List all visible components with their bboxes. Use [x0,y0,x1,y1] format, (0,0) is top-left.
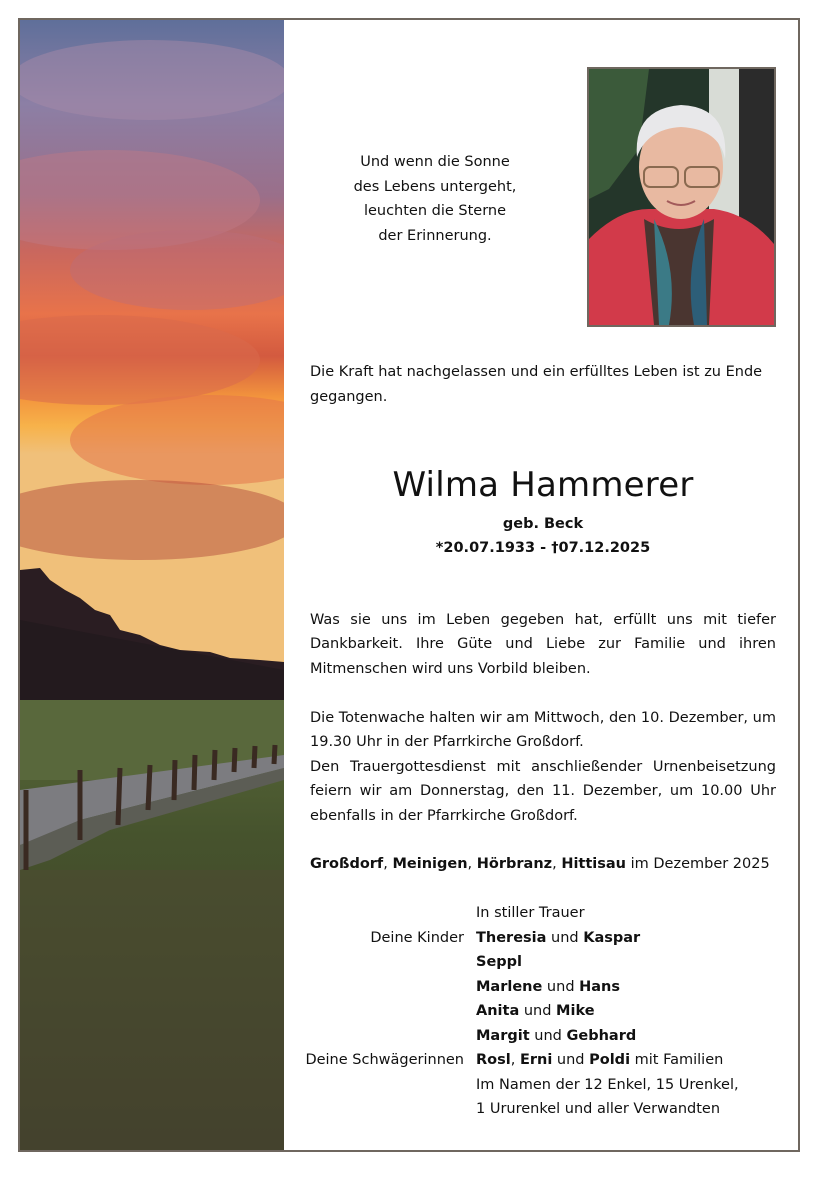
poem [320,150,550,248]
sunset-landscape-image [20,20,284,1150]
separator: , [552,856,562,872]
closing-line: 1 Ururenkel und aller Verwandten [476,1101,721,1117]
mourner-entry: Anita und Mike [476,1003,595,1019]
sisters-in-law-label: Deine Schwägerinnen [305,1052,464,1068]
place-name: Hittisau [561,856,626,872]
children-label: Deine Kinder [370,929,464,946]
gratitude-paragraph: Was sie uns im Leben gegeben hat, erfüllt uns mit tiefer Dankbarkeit. Ihre Güte und Liebe zur Familie und ihren Mitmenschen wird uns Vorbild bleiben. [310,612,776,677]
place-name: Hörbranz [476,856,553,872]
birth-name: geb. Beck [502,516,584,532]
date-suffix: im Dezember 2025 [626,856,770,872]
places-date-line [310,852,776,876]
mourners-list [300,901,780,1122]
poem-line: leuchten die Sterne [363,203,507,219]
place-name: Großdorf [310,856,384,872]
separator: , [383,856,393,872]
portrait-photo [587,67,776,327]
separator: , [467,856,477,872]
poem-line: der Erinnerung. [378,227,492,244]
intro-text: Die Kraft hat nachgelassen und ein erfülltes Leben ist zu Ende gegangen. [310,364,763,405]
service-paragraph [310,706,776,828]
poem-line: des Lebens untergeht, [353,178,517,195]
mourner-entry: Marlene und Hans [476,978,621,995]
funeral-info: Den Trauergottesdienst mit anschließender Urnenbeisetzung feiern wir am Donnerstag, den 11. Dezember, um 10.00 Uhr ebenfalls in der Pfarrkirche Großdorf. [310,758,776,824]
wake-info: Die Totenwache halten wir am Mittwoch, den 10. Dezember, um 19.30 Uhr in der Pfarrkirche Großdorf. [310,710,776,751]
mourner-entry: Rosl, Erni und Poldi mit Familien [476,1052,724,1068]
mourner-entry: Seppl [476,954,523,970]
deceased-name: Wilma Hammerer [392,465,694,505]
poem-line: Und wenn die Sonne [360,154,510,170]
mourners-heading: In stiller Trauer [476,905,585,921]
life-dates: *20.07.1933 - †07.12.2025 [435,540,651,556]
place-name: Meinigen [392,856,468,872]
mourner-entry: Margit und Gebhard [476,1027,637,1044]
mourner-entry: Theresia und Kaspar [476,929,641,946]
closing-line: Im Namen der 12 Enkel, 15 Urenkel, [476,1076,739,1093]
